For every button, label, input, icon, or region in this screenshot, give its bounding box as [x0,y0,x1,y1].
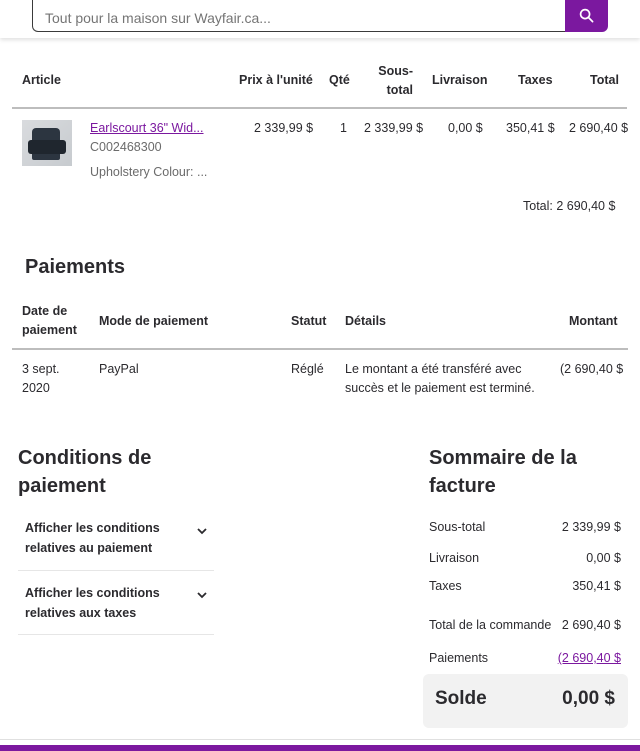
col-header-unit-price: Prix à l'unité [239,73,313,87]
search-header [0,0,640,38]
pay-col-header-date-line1: Date de [22,304,68,318]
payment-date [22,360,60,398]
item-qty: 1 [340,121,347,135]
payments-table-divider [12,348,628,350]
col-header-taxes: Taxes [518,73,553,87]
pay-col-header-mode: Mode de paiement [99,314,209,328]
payments-title: Paiements [25,256,126,278]
conditions-title [18,444,151,500]
accordion-payment-terms[interactable] [18,510,214,571]
summary-label-taxes: Taxes [429,579,462,593]
conditions-title-line1: Conditions de [18,447,152,469]
summary-label-order-total: Total de la commande [429,618,552,632]
accordion-payment-terms-line1: Afficher les conditions [25,521,160,535]
footer-divider [0,739,640,740]
payment-details-line1: Le montant a été transféré avec [345,362,522,376]
col-header-qty: Qté [329,73,350,87]
summary-title [429,444,577,500]
accordion-payment-terms-line2: relatives au paiement [25,541,153,555]
balance-label: Solde [435,688,487,709]
search-input[interactable] [32,0,568,32]
payment-status: Réglé [291,362,324,376]
item-unit-price: 2 339,99 $ [254,121,314,135]
search-icon [579,8,594,23]
chevron-down-icon [196,525,208,537]
chevron-down-icon [196,589,208,601]
accordion-tax-terms[interactable] [18,574,214,635]
summary-label-payments: Paiements [429,651,489,665]
summary-value-shipping: 0,00 $ [586,551,621,565]
summary-label-shipping: Livraison [429,551,480,565]
summary-value-order-total: 2 690,40 $ [561,618,621,632]
items-grand-total: Total: 2 690,40 $ [523,199,616,213]
payment-mode: PayPal [99,362,139,376]
balance-value: 0,00 $ [562,688,615,709]
summary-title-line1: Sommaire de la [429,447,577,469]
pay-col-header-status: Statut [291,314,327,328]
col-header-article: Article [22,73,61,87]
summary-value-subtotal: 2 339,99 $ [561,520,621,534]
col-header-total: Total [590,73,619,87]
summary-value-payments-link[interactable]: (2 690,40 $ [557,651,621,665]
payment-amount: (2 690,40 $ [560,362,624,376]
col-header-subtotal-line2: total [386,83,413,97]
product-name-link[interactable]: Earlscourt 36" Wid... [90,121,204,135]
pay-col-header-date-line2: paiement [22,323,77,337]
product-option: Upholstery Colour: ... [90,165,208,179]
payment-details [345,360,535,398]
search-button[interactable] [565,0,608,32]
footer-brand-bar [0,745,640,751]
conditions-title-line2: paiement [18,475,106,497]
payment-date-line1: 3 sept. [22,362,60,376]
items-table-divider [12,107,627,109]
pay-col-header-date [22,302,77,340]
summary-value-taxes: 350,41 $ [572,579,621,593]
item-subtotal: 2 339,99 $ [364,121,424,135]
accordion-tax-terms-line1: Afficher les conditions [25,586,160,600]
accordion-tax-terms-line2: relatives aux taxes [25,606,137,620]
pay-col-header-details: Détails [345,314,386,328]
pay-col-header-amount: Montant [569,314,618,328]
col-header-subtotal [377,62,413,100]
accordion-tax-terms-label [25,583,185,623]
product-sku: C002468300 [90,140,162,154]
item-taxes: 350,41 $ [506,121,555,135]
item-shipping: 0,00 $ [448,121,483,135]
col-header-subtotal-line1: Sous- [378,64,413,78]
col-header-shipping: Livraison [432,73,488,87]
product-thumbnail[interactable] [22,120,72,166]
item-total: 2 690,40 $ [569,121,629,135]
summary-title-line2: facture [429,475,496,497]
balance-box [423,674,628,728]
payment-details-line2: succès et le paiement est terminé. [345,381,535,395]
accordion-payment-terms-label [25,518,185,558]
summary-label-subtotal: Sous-total [429,520,486,534]
payment-date-line2: 2020 [22,381,50,395]
